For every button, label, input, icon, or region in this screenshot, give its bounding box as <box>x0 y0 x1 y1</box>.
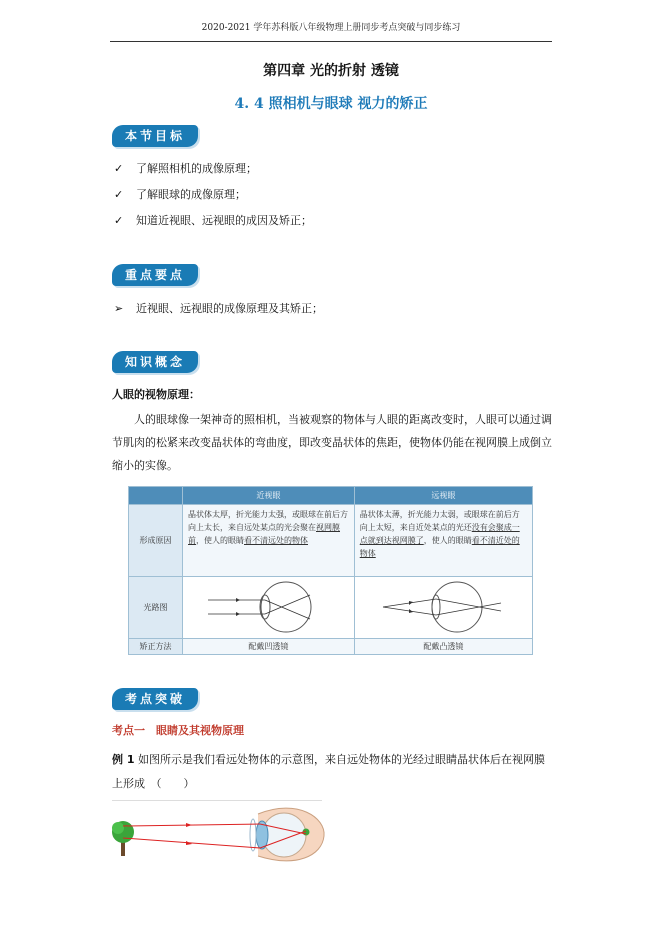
hyperopia-cause: 晶状体太薄，折光能力太弱，或眼球在前后方向上太短，来自近处某点的光还没有会聚成一点就到达视网膜了，使人的眼睛看不清近处的物体 <box>354 505 532 577</box>
breakthrough-badge: 考点突破 <box>112 688 198 710</box>
header-rule <box>110 41 552 42</box>
light-ray <box>123 838 260 848</box>
eye-viewing-figure <box>108 804 328 866</box>
concepts-badge: 知识概念 <box>112 351 198 373</box>
check-icon: ✓ <box>114 162 124 175</box>
key-point-text: 近视眼、远视眼的成像原理及其矫正； <box>136 302 323 315</box>
concept-heading: 人眼的视物原理： <box>112 388 200 401</box>
example-question <box>112 748 552 796</box>
concept-paragraph: 人的眼球像一架神奇的照相机，当被观察的物体与人眼的距离改变时，人眼可以通过调节肌肉的松紧来改变晶状体的弯曲度，即改变晶状体的焦距，使物体仍能在视网膜上成倒立缩小的实像。 <box>112 413 552 472</box>
row-header-cause: 形成原因 <box>129 505 183 577</box>
myopia-fix: 配戴凹透镜 <box>183 639 355 655</box>
example-text: 如图所示是我们看远处物体的示意图，来自远处物体的光经过眼睛晶状体后在视网膜上形成 （ ） <box>112 753 545 790</box>
key-points-badge: 重点要点 <box>112 264 198 286</box>
row-header-diagram: 光路图 <box>129 577 183 639</box>
arrow-right-icon: ➢ <box>114 302 124 315</box>
goal-item <box>114 160 257 176</box>
section-title: 4. 4 照相机与眼球 视力的矫正 <box>234 96 428 112</box>
hyperopia-fix: 配戴凸透镜 <box>354 639 532 655</box>
goals-badge: 本节目标 <box>112 125 198 147</box>
eye-cross-section-icon <box>250 808 324 861</box>
myopia-diagram <box>183 577 355 639</box>
key-point-item <box>114 300 323 316</box>
goal-item <box>114 212 312 228</box>
myopia-cause: 晶状体太厚，折光能力太强，或眼球在前后方向上太长，来自远处某点的光会聚在视网膜前，使人的眼睛看不清远处的物体 <box>183 505 355 577</box>
example-label: 例 1 <box>112 753 135 766</box>
goal-text: 了解眼球的成像原理； <box>136 188 246 201</box>
topic-heading: 考点一 眼睛及其视物原理 <box>112 724 244 737</box>
chapter-title: 第四章 光的折射 透镜 <box>263 63 399 79</box>
check-icon: ✓ <box>114 188 124 201</box>
running-header: 2020-2021 学年苏科版八年级物理上册同步考点突破与同步练习 <box>201 23 461 33</box>
goal-text: 知道近视眼、远视眼的成因及矫正； <box>136 214 312 227</box>
ray-arrow-icon <box>186 823 192 827</box>
table-corner <box>129 487 183 505</box>
hyperopia-diagram <box>354 577 532 639</box>
goal-text: 了解照相机的成像原理； <box>136 162 257 175</box>
col-header-hyperopia: 远视眼 <box>354 487 532 505</box>
example-rule <box>112 800 322 801</box>
eye-comparison-table <box>128 486 533 655</box>
row-header-fix: 矫正方法 <box>129 639 183 655</box>
goal-item <box>114 186 246 202</box>
col-header-myopia: 近视眼 <box>183 487 355 505</box>
check-icon: ✓ <box>114 214 124 227</box>
